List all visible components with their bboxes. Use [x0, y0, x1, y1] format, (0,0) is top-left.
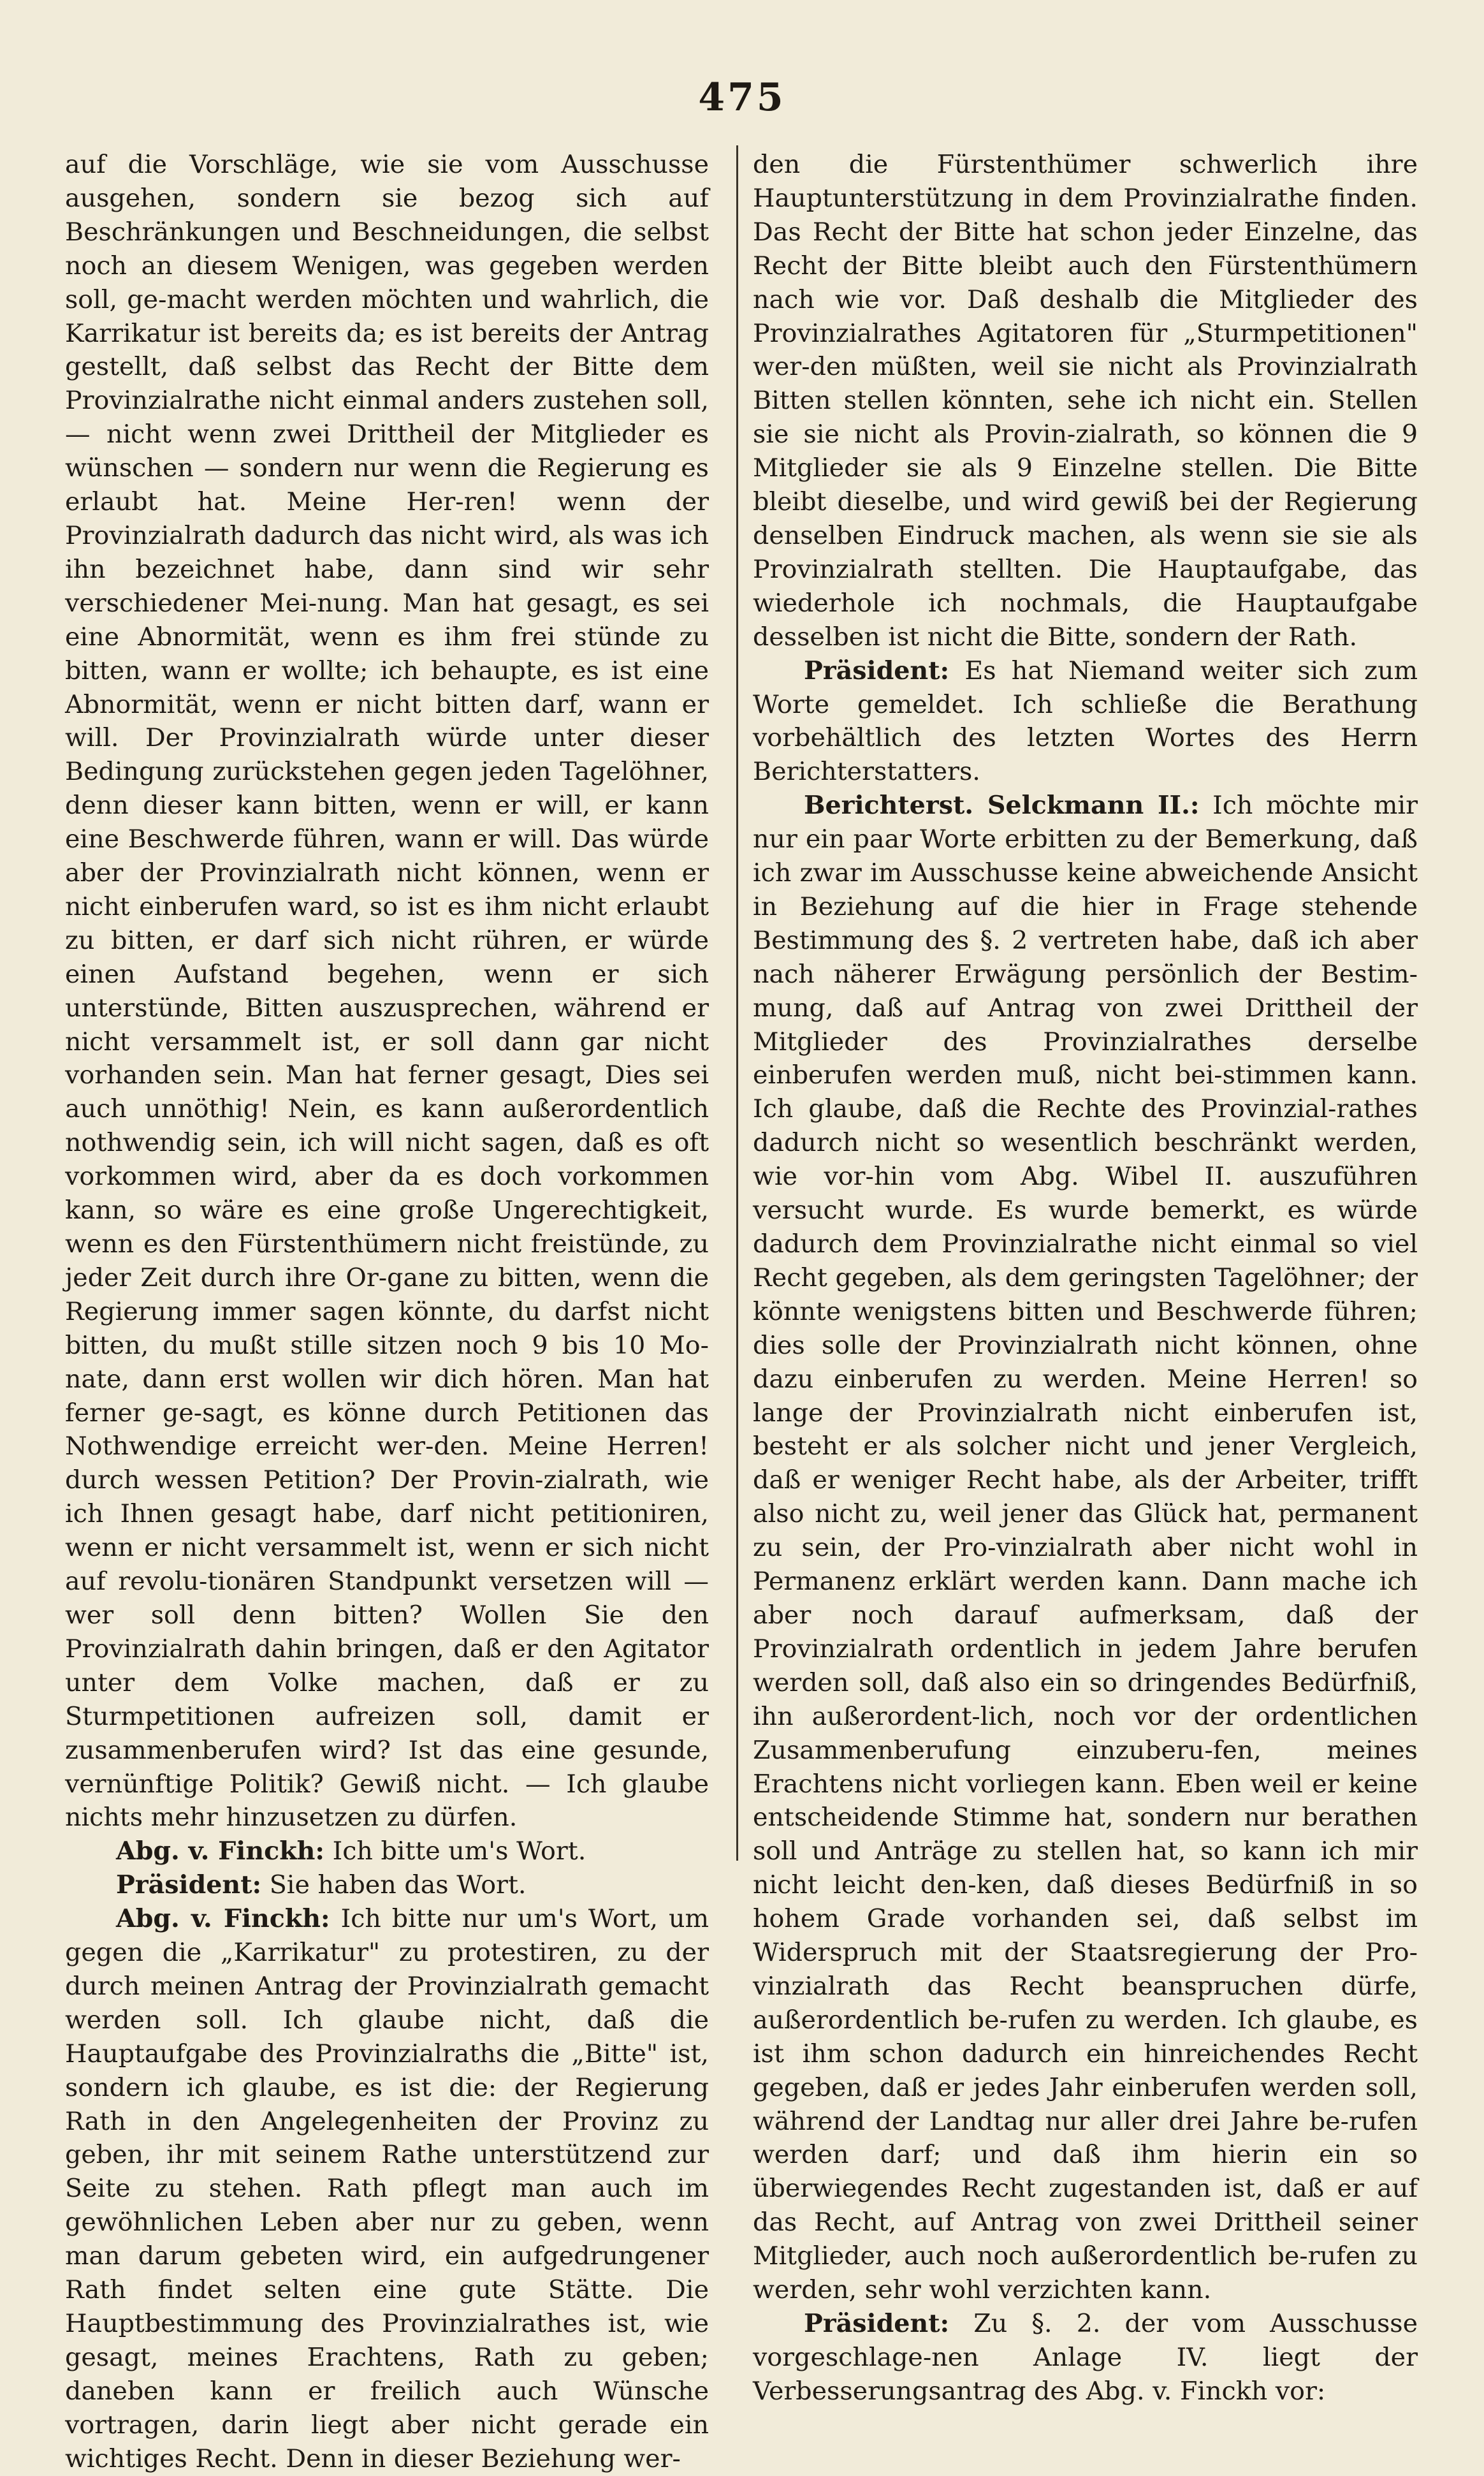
column-divider: [736, 145, 738, 1861]
paragraph: [65, 1902, 709, 2475]
paragraph-text: Ich bitte um's Wort.: [324, 1836, 586, 1866]
paragraph-text: auf die Vorschläge, wie sie vom Ausschusse ausgehen, sondern sie bezog sich auf Beschränkungen und Beschneidungen, die selbst noch an diesem Wenigen, was gegeben werden soll, ge-macht werden möchten und wahrlich, die Karrikatur ist bereits da; es ist bereits der Antrag gestellt, daß selbst das Recht der Bitte dem Provinzialrathe nicht einmal anders zustehen soll, — nicht wenn zwei Drittheil der Mitglieder es wünschen — sondern nur wenn die Regierung es erlaubt hat. Meine Her-ren! wenn der Provinzialrath dadurch das nicht wird, als was ich ihn bezeichnet habe, dann sind wir sehr verschiedener Mei-nung. Man hat gesagt, es sei eine Abnormität, wenn es ihm frei stünde zu bitten, wann er wollte; ich behaupte, es ist eine Abnormität, wenn er nicht bitten darf, wann er will. Der Provinzialrath würde unter dieser Bedingung zurückstehen gegen jeden Tagelöhner, denn dieser kann bitten, wenn er will, er kann eine Beschwerde führen, wann er will. Das würde aber der Provinzialrath nicht können, wenn er nicht einberufen ward, so ist es ihm nicht erlaubt zu bitten, er darf sich nicht rühren, er würde einen Aufstand begehen, wenn er sich unterstünde, Bitten auszusprechen, während er nicht versammelt ist, er soll dann gar nicht vorhanden sein. Man hat ferner gesagt, Dies sei auch unnöthig! Nein, es kann außerordentlich nothwendig sein, ich will nicht sagen, daß es oft vorkommen wird, aber da es doch vorkommen kann, so wäre es eine große Ungerechtigkeit, wenn es den Fürstenthümern nicht freistünde, zu jeder Zeit durch ihre Or-gane zu bitten, wenn die Regierung immer sagen könnte, du darfst nicht bitten, du mußt stille sitzen noch 9 bis 10 Mo-nate, dann erst wollen wir dich hören. Man hat ferner ge-sagt, es könne durch Petitionen das Nothwendige erreicht wer-den. Meine Herren! durch wessen Petition? Der Provin-zialrath, wie ich Ihnen gesagt habe, darf nicht petitioniren, wenn er nicht versammelt ist, wenn er sich nicht auf revolu-tionären Standpunkt versetzen will — wer soll denn bitten? Wollen Sie den Provinzialrath dahin bringen, daß er den Agitator unter dem Volke machen, daß er zu Sturmpetitionen aufreizen soll, damit er zusammenberufen wird? Ist das eine gesunde, vernünftige Politik? Gewiß nicht. — Ich glaube nichts mehr hinzusetzen zu dürfen.: [65, 150, 709, 1833]
paragraph-text: den die Fürstenthümer schwerlich ihre Hauptunterstützung in dem Provinzialrathe finden. Das Recht der Bitte hat schon jeder Einzelne, das Recht der Bitte bleibt auch den Fürstenthümern nach wie vor. Daß deshalb die Mitglieder des Provinzialrathes Agitatoren für „Sturmpetitionen" wer-den müßten, weil sie nicht als Provinzialrath Bitten stellen könnten, sehe ich nicht ein. Stellen sie sie nicht als Provin-zialrath, so können die 9 Mitglieder sie als 9 Einzelne stellen. Die Bitte bleibt dieselbe, und wird gewiß bei der Regierung denselben Eindruck machen, als wenn sie sie als Provinzialrath stellten. Die Hauptaufgabe, das wiederhole ich nochmals, die Hauptaufgabe desselben ist nicht die Bitte, sondern der Rath.: [753, 150, 1418, 652]
paragraph-text: Sie haben das Wort.: [261, 1870, 527, 1900]
speaker-label: Präsident:: [804, 2309, 950, 2338]
paragraph: [753, 2307, 1418, 2408]
paragraph: [753, 789, 1418, 2307]
right-column: [753, 148, 1418, 2406]
paragraph: [753, 654, 1418, 789]
paragraph: [65, 1835, 709, 1868]
left-column: [65, 148, 709, 2473]
paragraph: [753, 148, 1418, 654]
paragraph: [65, 148, 709, 1835]
speaker-label: Abg. v. Finckh:: [116, 1904, 330, 1934]
speaker-label: Präsident:: [116, 1870, 262, 1900]
speaker-label: Präsident:: [804, 656, 950, 685]
paragraph: [65, 1868, 709, 1902]
speaker-label: Berichterst. Selckmann II.:: [804, 791, 1200, 821]
paragraph-text: Es hat Niemand weiter sich zum Worte gemeldet. Ich schließe die Berathung vorbehältlich des letzten Wortes des Herrn Berichterstatters.: [753, 656, 1418, 787]
speaker-label: Abg. v. Finckh:: [116, 1836, 325, 1866]
paragraph-text: Ich bitte nur um's Wort, um gegen die „Karrikatur" zu protestiren, zu der durch meinen Antrag der Provinzialrath gemacht werden soll. Ich glaube nicht, daß die Hauptaufgabe des Provinzialraths die „Bitte" ist, sondern ich glaube, es ist die: der Regierung Rath in den Angelegenheiten der Provinz zu geben, ihr mit seinem Rathe unterstützend zur Seite zu stehen. Rath pflegt man auch im gewöhnlichen Leben aber nur zu geben, wenn man darum gebeten wird, ein aufgedrungener Rath findet selten eine gute Stätte. Die Hauptbestimmung des Provinzialrathes ist, wie gesagt, meines Erachtens, Rath zu geben; daneben kann er freilich auch Wünsche vortragen, darin liegt aber nicht gerade ein wichtiges Recht. Denn in dieser Beziehung wer-: [65, 1904, 709, 2473]
paragraph-text: Ich möchte mir nur ein paar Worte erbitten zu der Bemerkung, daß ich zwar im Ausschusse keine abweichende Ansicht in Beziehung auf die hier in Frage stehende Bestimmung des §. 2 vertreten habe, daß ich aber nach näherer Erwägung persönlich der Bestim-mung, daß auf Antrag von zwei Drittheil der Mitglieder des Provinzialrathes derselbe einberufen werden muß, nicht bei-stimmen kann. Ich glaube, daß die Rechte des Provinzial-rathes dadurch nicht so wesentlich beschränkt werden, wie vor-hin vom Abg. Wibel II. auszuführen versucht wurde. Es wurde bemerkt, es würde dadurch dem Provinzialrathe nicht einmal so viel Recht gegeben, als dem geringsten Tagelöhner; der könnte wenigstens bitten und Beschwerde führen; dies solle der Provinzialrath nicht können, ohne dazu einberufen zu werden. Meine Herren! so lange der Provinzialrath nicht einberufen ist, besteht er als solcher nicht und jener Vergleich, daß er weniger Recht habe, als der Arbeiter, trifft also nicht zu, weil jener das Glück hat, permanent zu sein, der Pro-vinzialrath aber nicht wohl in Permanenz erklärt werden kann. Dann mache ich aber noch darauf aufmerksam, daß der Provinzialrath ordentlich in jedem Jahre berufen werden soll, daß also ein so dringendes Bedürfniß, ihn außerordent-lich, noch vor der ordentlichen Zusammenberufung einzuberu-fen, meines Erachtens nicht vorliegen kann. Eben weil er keine entscheidende Stimme hat, sondern nur berathen soll und Anträge zu stellen hat, so kann ich mir nicht leicht den-ken, daß dieses Bedürfniß in so hohem Grade vorhanden sei, daß selbst im Widerspruch mit der Staatsregierung der Pro-vinzialrath das Recht beanspruchen dürfe, außerordentlich be-rufen zu werden. Ich glaube, es ist ihm schon dadurch ein hinreichendes Recht gegeben, daß er jedes Jahr einberufen werden soll, während der Landtag nur aller drei Jahre be-rufen werden darf; und daß ihm hierin ein so überwiegendes Recht zugestanden ist, daß er auf das Recht, auf Antrag von zwei Drittheil seiner Mitglieder, auch noch außerordentlich be-rufen zu werden, sehr wohl verzichten kann.: [753, 791, 1418, 2305]
page-number: 475: [698, 75, 786, 120]
paragraph-text: Zu §. 2. der vom Ausschusse vorgeschlage-nen Anlage IV. liegt der Verbesserungsantrag des Abg. v. Finckh vor:: [753, 2309, 1418, 2406]
